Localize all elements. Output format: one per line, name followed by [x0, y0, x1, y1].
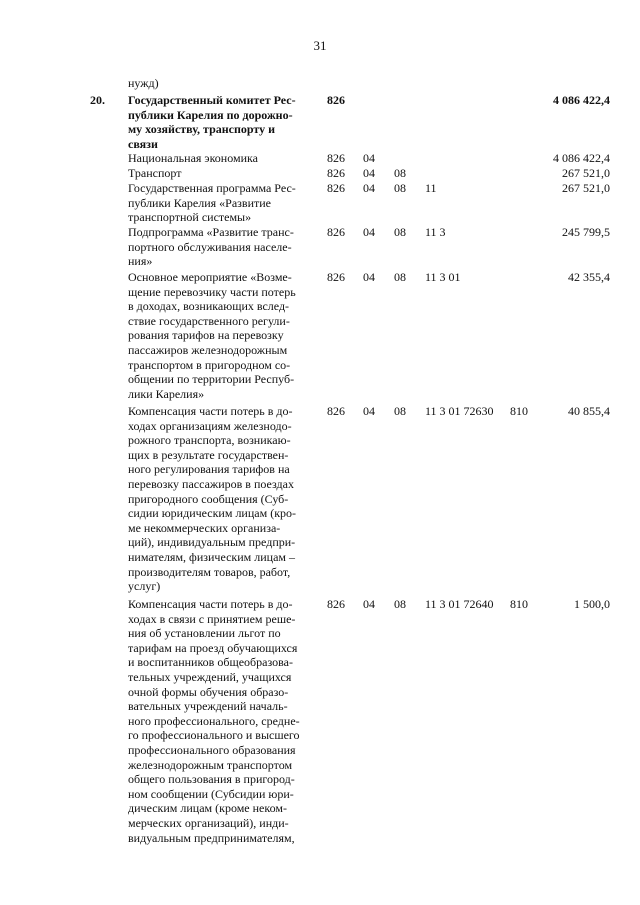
row-name-line: Государственная программа Рес-: [128, 181, 296, 195]
row-name: [128, 76, 314, 91]
row-name: [128, 270, 314, 401]
row-name: [128, 93, 314, 151]
row-name-line: публики Карелия «Развитие: [128, 195, 271, 210]
row-name-line: ния об установлении льгот по: [128, 626, 281, 641]
admin-code: 826: [327, 597, 345, 611]
row-name-line: пригородного сообщения (Суб-: [128, 491, 289, 506]
target-article-code: 11 3 01: [425, 270, 461, 284]
row-name-line: щение перевозчику части потерь: [128, 284, 296, 299]
subsection-code: 08: [394, 270, 406, 284]
section-code: 04: [363, 597, 375, 611]
target-article-code: 11 3 01 72640: [425, 597, 494, 611]
admin-code: 826: [327, 151, 345, 165]
row-name-line: профессионального образования: [128, 742, 296, 757]
amount: 42 355,4: [568, 270, 610, 284]
row-name-line: нимателям, физическим лицам –: [128, 549, 295, 564]
expense-type-code: 810: [510, 597, 528, 611]
subsection-code: 08: [394, 166, 406, 180]
row-name-line: Основное мероприятие «Возме-: [128, 270, 292, 284]
row-name-line: рожного транспорта, возникаю-: [128, 433, 291, 448]
expense-type-code: 810: [510, 404, 528, 418]
row-name-line: рования тарифов на перевозку: [128, 328, 284, 343]
subsection-code: 08: [394, 181, 406, 195]
amount: 1 500,0: [574, 597, 610, 611]
subsection-code: 08: [394, 225, 406, 239]
target-article-code: 11 3: [425, 225, 446, 239]
row-name-line: ном сообщении (Субсидии юри-: [128, 786, 294, 801]
amount: 267 521,0: [562, 181, 610, 195]
row-name-line: нужд): [128, 76, 159, 90]
row-name-line: Компенсация части потерь в до-: [128, 404, 293, 418]
row-name: [128, 181, 314, 225]
subsection-code: 08: [394, 404, 406, 418]
admin-code: 826: [327, 181, 345, 195]
row-name-line: Транспорт: [128, 166, 182, 180]
row-name-line: железнодорожным транспортом: [128, 757, 293, 772]
row-name-line: лики Карелия»: [128, 386, 205, 401]
row-name-line: в доходах, возникающих вслед-: [128, 299, 290, 314]
row-name: [128, 225, 314, 269]
row-name-line: и воспитанников общеобразова-: [128, 655, 293, 670]
section-code: 04: [363, 166, 375, 180]
row-name-line: Подпрограмма «Развитие транс-: [128, 225, 294, 239]
admin-code: 826: [327, 270, 345, 284]
section-code: 04: [363, 270, 375, 284]
row-name-line: Национальная экономика: [128, 151, 258, 165]
row-name-line: производителям товаров, работ,: [128, 564, 291, 579]
page-number: 31: [313, 38, 327, 53]
section-code: 04: [363, 151, 375, 165]
row-name-line: Компенсация части потерь в до-: [128, 597, 293, 611]
row-name-line: очной формы обучения образо-: [128, 684, 289, 699]
amount: 245 799,5: [562, 225, 610, 239]
row-name: [128, 404, 314, 594]
row-name-line: ного регулирования тарифов на: [128, 462, 290, 477]
amount: 4 086 422,4: [553, 93, 610, 107]
amount: 267 521,0: [562, 166, 610, 180]
row-name-line: ходах организациям железнодо-: [128, 418, 292, 433]
section-code: 04: [363, 404, 375, 418]
admin-code: 826: [327, 225, 345, 239]
row-name-line: Государственный комитет Рес-: [128, 93, 296, 107]
row-name-line: му хозяйству, транспорту и: [128, 122, 276, 137]
row-name-line: сидии юридическим лицам (кро-: [128, 506, 297, 521]
target-article-code: 11 3 01 72630: [425, 404, 494, 418]
row-name-line: ций), индивидуальным предпри-: [128, 535, 296, 550]
row-name-line: ного профессионального, средне-: [128, 713, 300, 728]
row-name: [128, 151, 314, 166]
row-name-line: ния»: [128, 254, 153, 269]
row-name: [128, 597, 314, 845]
row-name-line: щих в результате государствен-: [128, 447, 289, 462]
section-code: 04: [363, 225, 375, 239]
row-name-line: тельных учреждений, учащихся: [128, 669, 292, 684]
amount: 4 086 422,4: [553, 151, 610, 165]
subsection-code: 08: [394, 597, 406, 611]
section-code: 04: [363, 181, 375, 195]
row-name-line: ме некоммерческих организа-: [128, 520, 281, 535]
row-name-line: ствие государственного регули-: [128, 313, 290, 328]
row-number: 20.: [90, 93, 105, 107]
row-name: [128, 166, 314, 181]
row-name-line: общего пользования в пригород-: [128, 772, 295, 787]
row-name-line: услуг): [128, 579, 161, 594]
row-name-line: портного обслуживания населе-: [128, 239, 292, 254]
target-article-code: 11: [425, 181, 437, 195]
admin-code: 826: [327, 404, 345, 418]
row-name-line: пассажиров железнодорожным: [128, 342, 288, 357]
amount: 40 855,4: [568, 404, 610, 418]
row-name-line: мерческих организаций), инди-: [128, 815, 289, 830]
row-name-line: транспортной системы»: [128, 210, 252, 225]
row-name-line: публики Карелия по дорожно-: [128, 107, 293, 122]
row-name-line: общении по территории Респуб-: [128, 372, 295, 387]
row-name-line: видуальным предпринимателям,: [128, 830, 295, 845]
row-name-line: го профессионального и высшего: [128, 728, 300, 743]
row-name-line: перевозку пассажиров в поездах: [128, 476, 294, 491]
row-name-line: транспортом в пригородном со-: [128, 357, 291, 372]
admin-code: 826: [327, 93, 345, 107]
row-name-line: ходах в связи с принятием реше-: [128, 611, 296, 626]
row-name-line: дическим лицам (кроме неком-: [128, 801, 287, 816]
row-name-line: тарифам на проезд обучающихся: [128, 640, 298, 655]
row-name-line: вательных учреждений началь-: [128, 699, 288, 714]
admin-code: 826: [327, 166, 345, 180]
row-name-line: связи: [128, 136, 158, 151]
